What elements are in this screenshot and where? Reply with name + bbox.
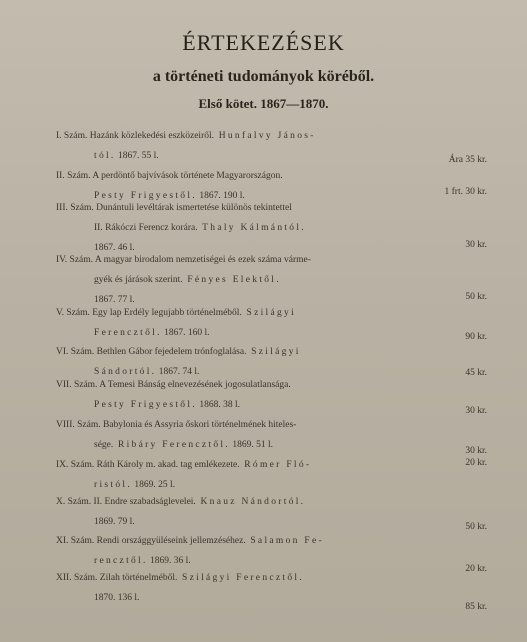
page-subtitle: a történeti tudományok köréből. — [152, 68, 375, 85]
entry-line — [56, 588, 436, 608]
entry-pages: 1867. 160 l. — [161, 328, 210, 338]
entry-title-text: II. Szám. A perdöntő bajvívások története Magyarországon. — [56, 171, 283, 181]
entry-price: 45 kr. — [465, 368, 487, 378]
entry-line — [56, 270, 436, 290]
entry-price: 30 kr. — [465, 446, 487, 456]
entry-author: Pesty Frigyestől. — [94, 400, 197, 410]
entry-title-text: 1867. 46 l. — [94, 243, 135, 253]
entry-title-text: VII. Szám. A Temesi Bánság elnevezésének jogosulatlansága. — [56, 380, 291, 390]
entry-title-text: 1870. 136 l. — [94, 593, 140, 603]
entry-pages: 1867. 190 l. — [196, 191, 245, 201]
entry-price: 20 kr. — [465, 564, 487, 574]
entry-price: 50 kr. — [465, 292, 487, 302]
entry-price: 20 kr. — [465, 458, 487, 468]
entry-line — [56, 166, 436, 186]
entry-title-text: sége. — [94, 440, 114, 450]
entry-author: Knauz Nándortól. — [195, 497, 306, 507]
entry-pages: 1867. 74 l. — [156, 367, 200, 377]
entry-author: Ribáry Ferencztől. — [113, 440, 231, 450]
entry-line — [56, 455, 436, 475]
entry-title-text: II. Rákóczi Ferencz korára. — [94, 223, 198, 233]
list-item — [56, 492, 436, 532]
list-item — [56, 568, 436, 608]
entry-line — [56, 250, 436, 270]
entry-line — [56, 531, 436, 551]
entry-line — [56, 568, 436, 588]
entry-title-text: 1869. 79 l. — [94, 517, 135, 527]
entry-price: 30 kr. — [465, 240, 487, 250]
entry-line — [56, 303, 436, 323]
entry-pages: 1869. 36 l. — [147, 556, 191, 566]
entry-author: Rómer Fló- — [239, 460, 312, 470]
entry-price: 1 frt. 30 kr. — [444, 187, 487, 197]
entry-title-text: IX. Szám. Ráth Károly m. akad. tag emlékezete. — [56, 460, 240, 470]
entry-price: 50 kr. — [465, 522, 487, 532]
entry-title-text: 1867. 77 l. — [94, 295, 135, 305]
entry-line — [56, 415, 436, 435]
entry-title-text: X. Szám. II. Endre szabadságlevelei. — [56, 497, 196, 507]
entry-title-text: V. Szám. Egy lap Erdély legujabb történelméből. — [56, 308, 242, 318]
list-item — [56, 415, 436, 455]
entry-author: Thaly Kálmántól. — [197, 223, 306, 233]
entry-price: Ára 35 kr. — [448, 155, 487, 165]
entry-title-text: XI. Szám. Rendi országgyüléseink jellemzéséhez. — [56, 536, 246, 546]
list-item — [56, 375, 436, 415]
entry-line — [56, 146, 436, 166]
volume-heading: Első kötet. 1867—1870. — [198, 96, 329, 111]
entry-price: 85 kr. — [465, 602, 487, 612]
entry-author: Hunfalvy János- — [214, 131, 316, 141]
entry-line — [56, 218, 436, 238]
entry-line — [56, 126, 436, 146]
entry-title-text: VI. Szám. Bethlen Gábor fejedelem trónfoglalása. — [56, 347, 247, 357]
entry-line — [56, 375, 436, 395]
entry-pages: 1867. 55 l. — [115, 151, 159, 161]
entry-author: Fényes Elektől. — [182, 275, 281, 285]
list-item — [56, 455, 436, 495]
entry-pages: 1869. 25 l. — [132, 480, 176, 490]
page-title: ÉRTEKEZÉSEK — [182, 30, 345, 55]
entry-line — [56, 512, 436, 532]
entry-author: ristól. — [94, 480, 133, 490]
entry-author: Sándortól. — [94, 367, 157, 377]
entry-author: tól. — [94, 151, 116, 161]
entry-line — [56, 342, 436, 362]
entry-title-text: IV. Szám. A magyar birodalom nemzetiségei és ezek száma várme- — [56, 255, 311, 265]
entry-line — [56, 323, 436, 343]
entry-line — [56, 435, 436, 455]
entry-author: Salamon Fe- — [245, 536, 324, 546]
entry-pages: 1868. 38 l. — [196, 400, 240, 410]
entry-author: Szilágyi Ferencztől. — [177, 573, 305, 583]
entry-author: Ferencztől. — [94, 328, 162, 338]
entry-title-text: XII. Szám. Zilah történelméből. — [56, 573, 178, 583]
entry-line — [56, 395, 436, 415]
entry-title-text: I. Szám. Hazánk közlekedési eszközeiről. — [56, 131, 215, 141]
entry-line — [56, 492, 436, 512]
entry-price: 90 kr. — [465, 332, 487, 342]
entry-price: 30 kr. — [465, 406, 487, 416]
entry-author: Pesty Frigyestől. — [94, 191, 197, 201]
entry-author: Szilágyi — [241, 308, 297, 318]
entry-line — [56, 198, 436, 218]
list-item — [56, 250, 436, 310]
list-item — [56, 126, 436, 166]
entry-author: rencztől. — [94, 556, 148, 566]
entry-title-text: III. Szám. Dunántuli levéltárak ismertetése különös tekintettel — [56, 203, 292, 213]
entry-pages: 1869. 51 l. — [230, 440, 274, 450]
list-item — [56, 198, 436, 258]
list-item — [56, 531, 436, 571]
list-item — [56, 303, 436, 343]
entry-author: Szilágyi — [246, 347, 301, 357]
entry-title-text: VIII. Szám. Babylonia és Assyria őskori történelmének hiteles- — [56, 420, 297, 430]
entry-title-text: gyék és járások szerint. — [94, 275, 183, 285]
